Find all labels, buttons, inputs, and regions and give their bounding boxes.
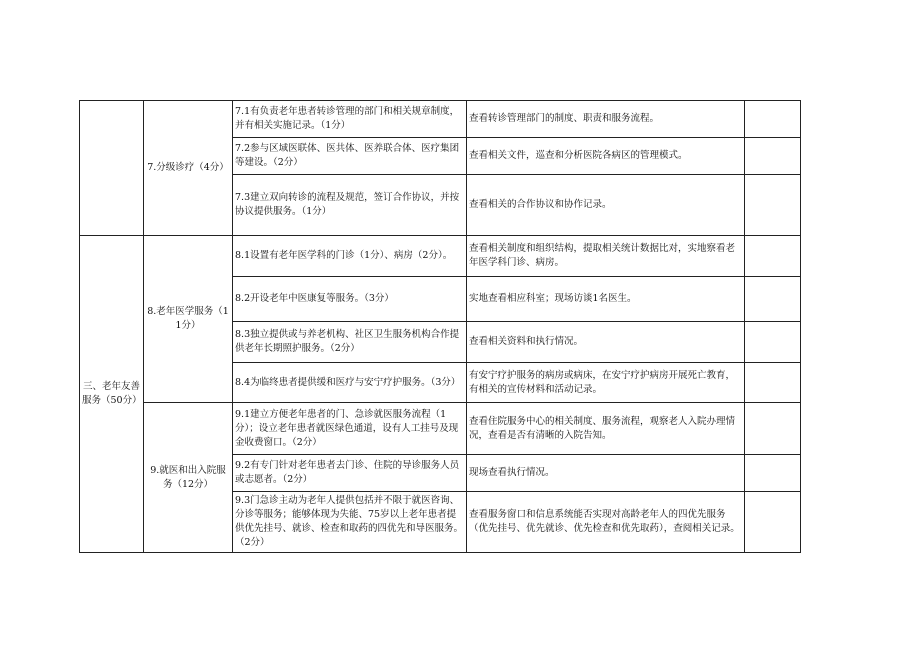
- score-cell: [745, 492, 801, 553]
- score-cell: [745, 455, 801, 492]
- table-row: [80, 236, 801, 277]
- score-cell: [745, 138, 801, 175]
- criterion-cell: 7.2参与区域医联体、医共体、医养联合体、医疗集团等建设。（2分）: [233, 138, 467, 175]
- group-label: 9.就医和出入院服务（12分）: [144, 403, 233, 553]
- criterion-cell: 9.1建立方便老年患者的门、急诊就医服务流程（1分）；设立老年患者就医绿色通道，设有人工挂号及现金收费窗口。（2分）: [233, 403, 467, 455]
- criterion-cell: 9.3门急诊主动为老年人提供包括并不限于就医咨询、分诊等服务；能够体现为失能、75岁以上老年患者提供优先挂号、就诊、检查和取药的四优先和导医服务。（2分）: [233, 492, 467, 553]
- score-cell: [745, 403, 801, 455]
- table-row: [80, 403, 801, 455]
- criterion-cell: 8.4为临终患者提供缓和医疗与安宁疗护服务。（3分）: [233, 363, 467, 403]
- table-row: [80, 101, 801, 138]
- score-cell: [745, 236, 801, 277]
- method-cell: 查看住院服务中心的相关制度、服务流程，观察老人入院办理情况，查看是否有清晰的入院告知。: [467, 403, 745, 455]
- category-label: 三、老年友善服务（50分）: [80, 236, 144, 553]
- method-cell: 查看转诊管理部门的制度、职责和服务流程。: [467, 101, 745, 138]
- group-label: 8.老年医学服务（11分）: [144, 236, 233, 403]
- criterion-cell: 7.3建立双向转诊的流程及规范，签订合作协议，并按协议提供服务。（1分）: [233, 175, 467, 236]
- evaluation-table: [79, 100, 801, 553]
- criterion-cell: 8.2开设老年中医康复等服务。（3分）: [233, 277, 467, 322]
- criterion-cell: 9.2有专门针对老年患者去门诊、住院的导诊服务人员或志愿者。（2分）: [233, 455, 467, 492]
- method-cell: 查看服务窗口和信息系统能否实现对高龄老年人的四优先服务（优先挂号、优先就诊、优先检查和优先取药），查阅相关记录。: [467, 492, 745, 553]
- method-cell: 有安宁疗护服务的病房或病床，在安宁疗护病房开展死亡教育，有相关的宣传材料和活动记录。: [467, 363, 745, 403]
- score-cell: [745, 101, 801, 138]
- score-cell: [745, 175, 801, 236]
- group-label: 7.分级诊疗（4分）: [144, 101, 233, 236]
- method-cell: 实地查看相应科室；现场访谈1名医生。: [467, 277, 745, 322]
- score-cell: [745, 322, 801, 363]
- method-cell: 查看相关制度和组织结构，提取相关统计数据比对，实地察看老年医学科门诊、病房。: [467, 236, 745, 277]
- score-cell: [745, 277, 801, 322]
- score-cell: [745, 363, 801, 403]
- method-cell: 现场查看执行情况。: [467, 455, 745, 492]
- method-cell: 查看相关资料和执行情况。: [467, 322, 745, 363]
- method-cell: 查看相关文件，巡查和分析医院各病区的管理模式。: [467, 138, 745, 175]
- criterion-cell: 8.1设置有老年医学科的门诊（1分）、病房（2分）。: [233, 236, 467, 277]
- criterion-cell: 7.1有负责老年患者转诊管理的部门和相关规章制度，并有相关实施记录。（1分）: [233, 101, 467, 138]
- category-cell-blank: [80, 101, 144, 236]
- criterion-cell: 8.3独立提供或与养老机构、社区卫生服务机构合作提供老年长期照护服务。（2分）: [233, 322, 467, 363]
- method-cell: 查看相关的合作协议和协作记录。: [467, 175, 745, 236]
